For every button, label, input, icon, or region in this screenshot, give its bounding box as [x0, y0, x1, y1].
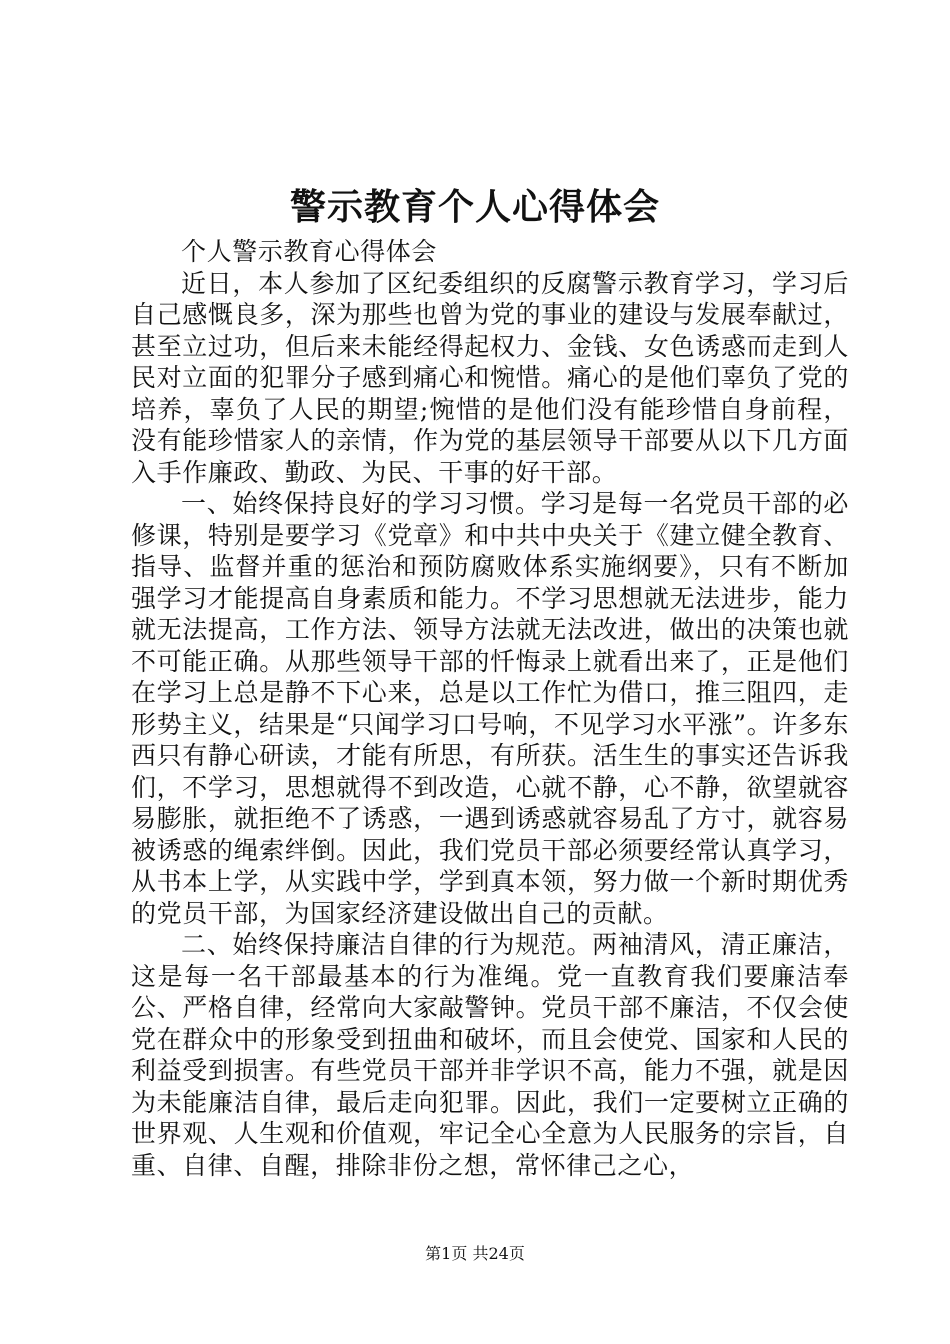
subtitle-paragraph: 个人警示教育心得体会	[181, 237, 438, 266]
document-body	[131, 236, 849, 1181]
section-two-paragraph: 二、始终保持廉洁自律的行为规范。两袖清风，清正廉洁，这是每一名干部最基本的行为准绳。党一直教育我们要廉洁奉公、严格自律，经常向大家敲警钟。党员干部不廉洁，不仅会使党在群众中的形象受到扭曲和破坏，而且会使党、国家和人民的利益受到损害。有些党员干部并非学识不高，能力不强，就是因为未能廉洁自律，最后走向犯罪。因此，我们一定要树立正确的世界观、人生观和价值观，牢记全心全意为人民服务的宗旨，自重、自律、自醒，排除非份之想，常怀律己之心，	[131, 930, 849, 1180]
document-title: 警示教育个人心得体会	[289, 187, 660, 228]
page-number: 第1页	[425, 1244, 468, 1263]
page-footer	[0, 1243, 950, 1265]
intro-paragraph: 近日，本人参加了区纪委组织的反腐警示教育学习，学习后自己感慨良多，深为那些也曾为党的事业的建设与发展奉献过，甚至立过功，但后来未能经得起权力、金钱、女色诱惑而走到人民对立面的犯罪分子感到痛心和惋惜。痛心的是他们辜负了党的培养，辜负了人民的期望;惋惜的是他们没有能珍惜自身前程，没有能珍惜家人的亲情，作为党的基层领导干部要从以下几方面入手作廉政、勤政、为民、干事的好干部。	[131, 268, 849, 487]
section-one-paragraph: 一、始终保持良好的学习习惯。学习是每一名党员干部的必修课，特别是要学习《党章》和中共中央关于《建立健全教育、指导、监督并重的惩治和预防腐败体系实施纲要》，只有不断加强学习才能提高自身素质和能力。不学习思想就无法进步，能力就无法提高，工作方法、领导方法就无法改进，做出的决策也就不可能正确。从那些领导干部的忏悔录上就看出来了，正是他们在学习上总是静不下心来，总是以工作忙为借口，推三阻四，走形势主义，结果是“只闻学习口号响，不见学习水平涨”。许多东西只有静心研读，才能有所思，有所获。活生生的事实还告诉我们，不学习，思想就得不到改造，心就不静，心不静，欲望就容易膨胀，就拒绝不了诱惑，一遇到诱惑就容易乱了方寸，就容易被诱惑的绳索绊倒。因此，我们党员干部必须要经常认真学习，从书本上学，从实践中学，学到真本领，努力做一个新时期优秀的党员干部，为国家经济建设做出自己的贡献。	[131, 489, 849, 928]
page-total: 共24页	[472, 1244, 525, 1263]
